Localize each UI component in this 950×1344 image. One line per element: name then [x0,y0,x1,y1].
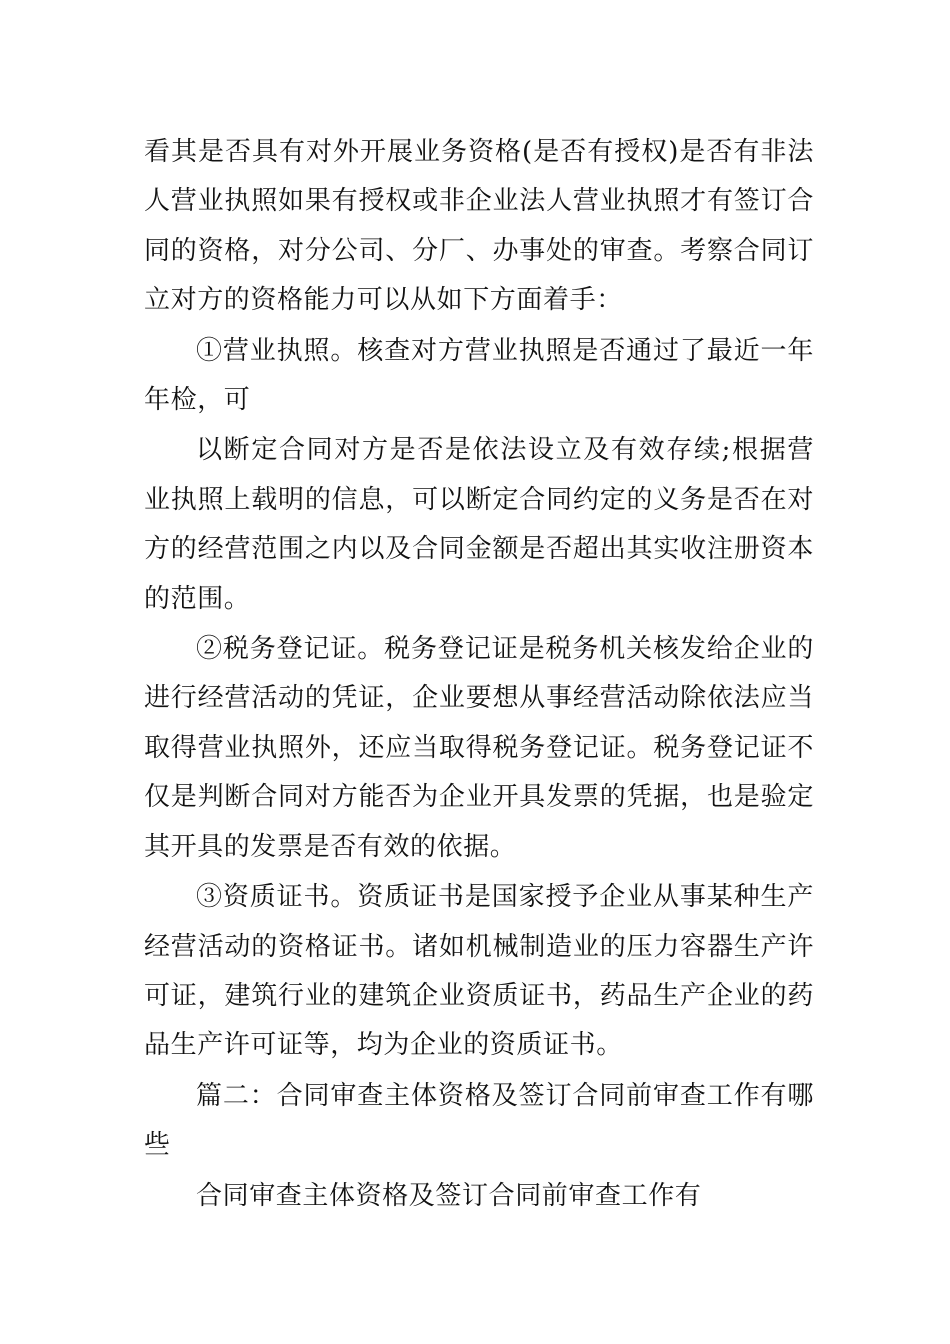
document-body [144,128,814,1221]
paragraph-tax-registration: ②税务登记证。税务登记证是税务机关核发给企业的进行经营活动的凭证，企业要想从事经营活动除依法应当取得营业执照外，还应当取得税务登记证。税务登记证不仅是判断合同对方能否为企业开具发票的凭据，也是验定其开具的发票是否有效的依据。 [144,634,814,862]
paragraph-business-license-detail: 以断定合同对方是否是依法设立及有效存续;根据营业执照上载明的信息，可以断定合同约定的义务是否在对方的经营范围之内以及合同金额是否超出其实收注册资本的范围。 [144,435,814,614]
paragraph-qualification-intro: 看其是否具有对外开展业务资格(是否有授权)是否有非法人营业执照如果有授权或非企业法人营业执照才有签订合同的资格，对分公司、分厂、办事处的审查。考察合同订立对方的资格能力可以从如下方面着手： [144,137,814,316]
paragraph-qualification-certificate: ③资质证书。资质证书是国家授予企业从事某种生产经营活动的资格证书。诸如机械制造业的压力容器生产许可证，建筑行业的建筑企业资质证书，药品生产企业的药品生产许可证等，均为企业的资质证书。 [144,882,814,1061]
paragraph-part-two-start: 合同审查主体资格及签订合同前审查工作有 [196,1180,702,1211]
paragraph-business-license: ①营业执照。核查对方营业执照是否通过了最近一年年检，可 [144,335,814,416]
section-heading-part-two: 篇二：合同审查主体资格及签订合同前审查工作有哪些 [144,1080,814,1161]
